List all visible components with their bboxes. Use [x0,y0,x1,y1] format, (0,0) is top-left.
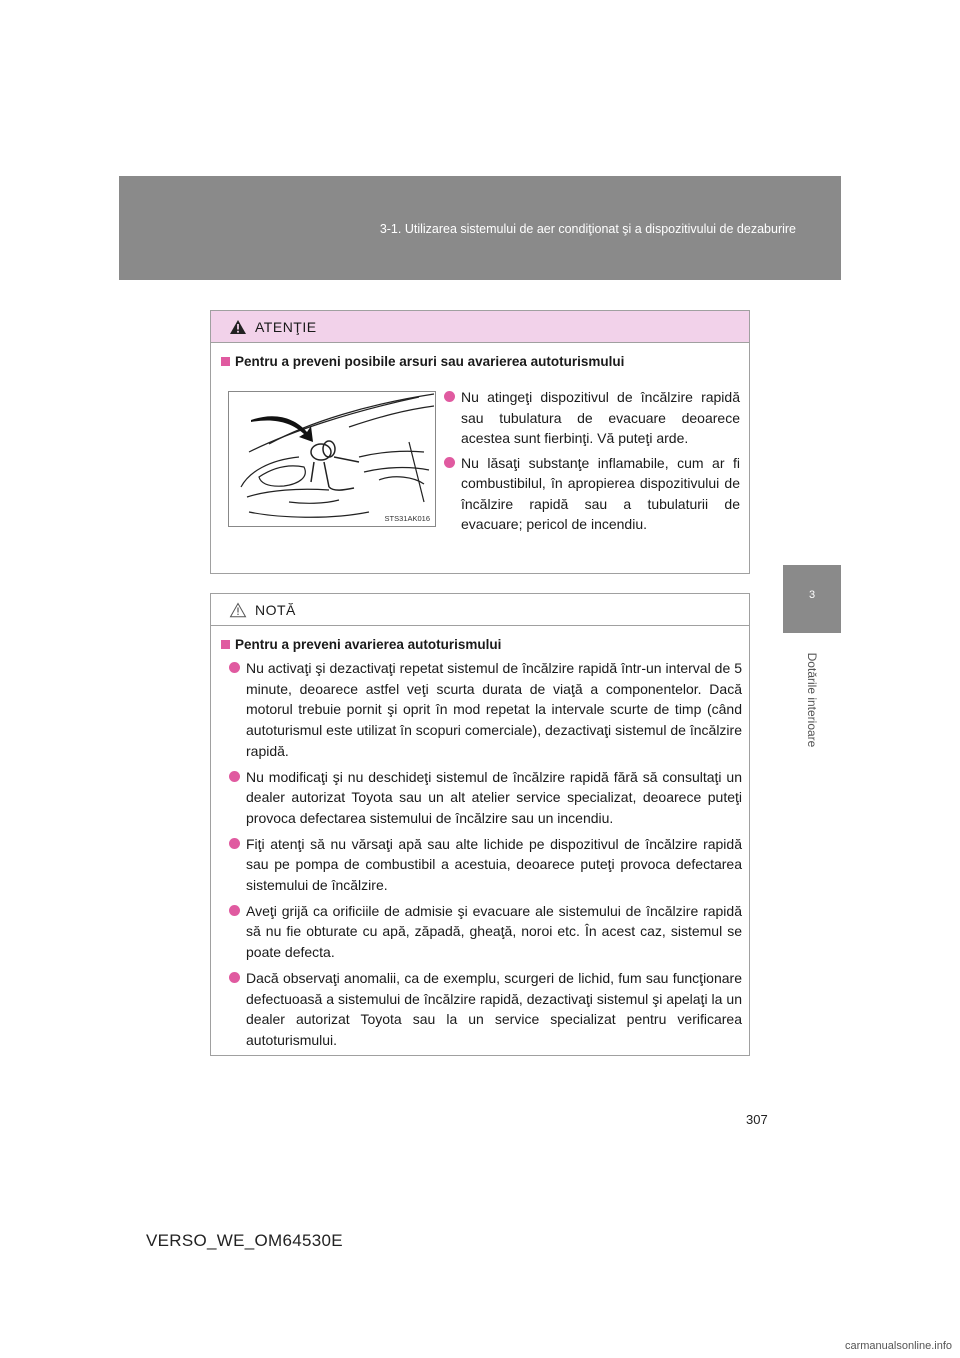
caution-outline-icon [229,602,247,618]
section-title: Dotările interioare [805,652,819,748]
list-item [227,658,742,762]
square-bullet-icon [221,640,230,649]
list-item [227,968,742,1051]
item-text: Aveţi grijă ca orificiile de admisie şi evacuare ale sistemului de încălzire rapidă să nu fie obturate cu apă, zăpadă, gheaţă, noroi etc. În acest caz, sistemul se poate defecta. [246,902,742,961]
list-item [227,767,742,829]
notice-subtitle [211,626,749,652]
section-number: 3 [808,589,816,601]
notice-list [227,658,742,1051]
notice-box [210,593,750,1056]
page-number: 307 [746,1112,768,1127]
car-heater-illustration [228,391,436,527]
image-code: STS31AK016 [384,514,430,523]
square-bullet-icon [221,357,230,366]
notice-subtitle-text: Pentru a preveni avarierea autoturismului [235,637,502,652]
section-tab[interactable] [783,565,841,633]
bullet-dot-icon [229,771,240,782]
item-text: Nu atingeţi dispozitivul de încălzire rapidă sau tubulatura de evacuare deoarece acestea sunt fierbinţi. Vă puteţi arde. [461,389,740,446]
bullet-dot-icon [229,972,240,983]
item-text: Nu modificaţi şi nu deschideţi sistemul de încălzire rapidă fără să consultaţi un dealer autorizat Toyota sau un alt atelier service specializat, deoarece puteţi provoca defectarea sistemului de încălzire sau un incendiu. [246,768,742,826]
bullet-dot-icon [229,905,240,916]
bullet-dot-icon [444,391,455,402]
document-id: VERSO_WE_OM64530E [146,1231,343,1250]
notice-header [211,594,749,626]
list-item [227,901,742,963]
list-item [442,453,740,535]
item-text: Dacă observaţi anomalii, ca de exemplu, scurgeri de lichid, fum sau funcţionare defectuoasă a sistemului de încălzire rapidă, dezactivaţi sistemul şi apelaţi la un dealer autorizat Toyota sau la un service specializat pentru verificarea autoturismului. [246,969,742,1048]
warning-header [211,311,749,343]
item-text: Nu lăsaţi substanţe inflamabile, cum ar fi combustibilul, în apropierea dispozitivului de încălzire rapidă sau a tubulaturii de evacuare; pericol de incendiu. [461,454,740,532]
warning-subtitle [211,343,749,369]
watermark[interactable]: carmanualsonline.info [844,1340,952,1352]
bullet-dot-icon [444,457,455,468]
list-item [227,834,742,896]
item-text: Nu activaţi şi dezactivaţi repetat sistemul de încălzire rapidă într-un interval de 5 minute, deoarece astfel veţi scurta durata de viaţă a componentelor. Dacă motorul trebuie pornit şi oprit în mod repetat la intervale scurte de timp (când autoturismul este utilizat în scopuri comerciale), dezactivaţi sistemul de încălzire rapidă. [246,660,742,759]
warning-subtitle-text: Pentru a preveni posibile arsuri sau avarierea autoturismului [235,354,625,369]
warning-box [210,310,750,574]
notice-title: NOTĂ [255,601,296,618]
list-item [442,387,740,449]
warning-triangle-icon [229,319,247,335]
chapter-header-band [119,176,841,280]
car-front-drawing [229,392,435,526]
bullet-dot-icon [229,662,240,673]
chapter-title: 3-1. Utilizarea sistemului de aer condiţionat şi a dispozitivului de dezaburire [379,222,796,236]
bullet-dot-icon [229,838,240,849]
item-text: Fiţi atenţi să nu vărsaţi apă sau alte lichide pe dispozitivul de încălzire rapidă sau pe pompa de combustibil a acestuia, deoarece puteţi provoca defectarea sistemului de încălzire. [246,835,742,894]
warning-list [442,387,740,539]
warning-title: ATENŢIE [255,318,317,335]
